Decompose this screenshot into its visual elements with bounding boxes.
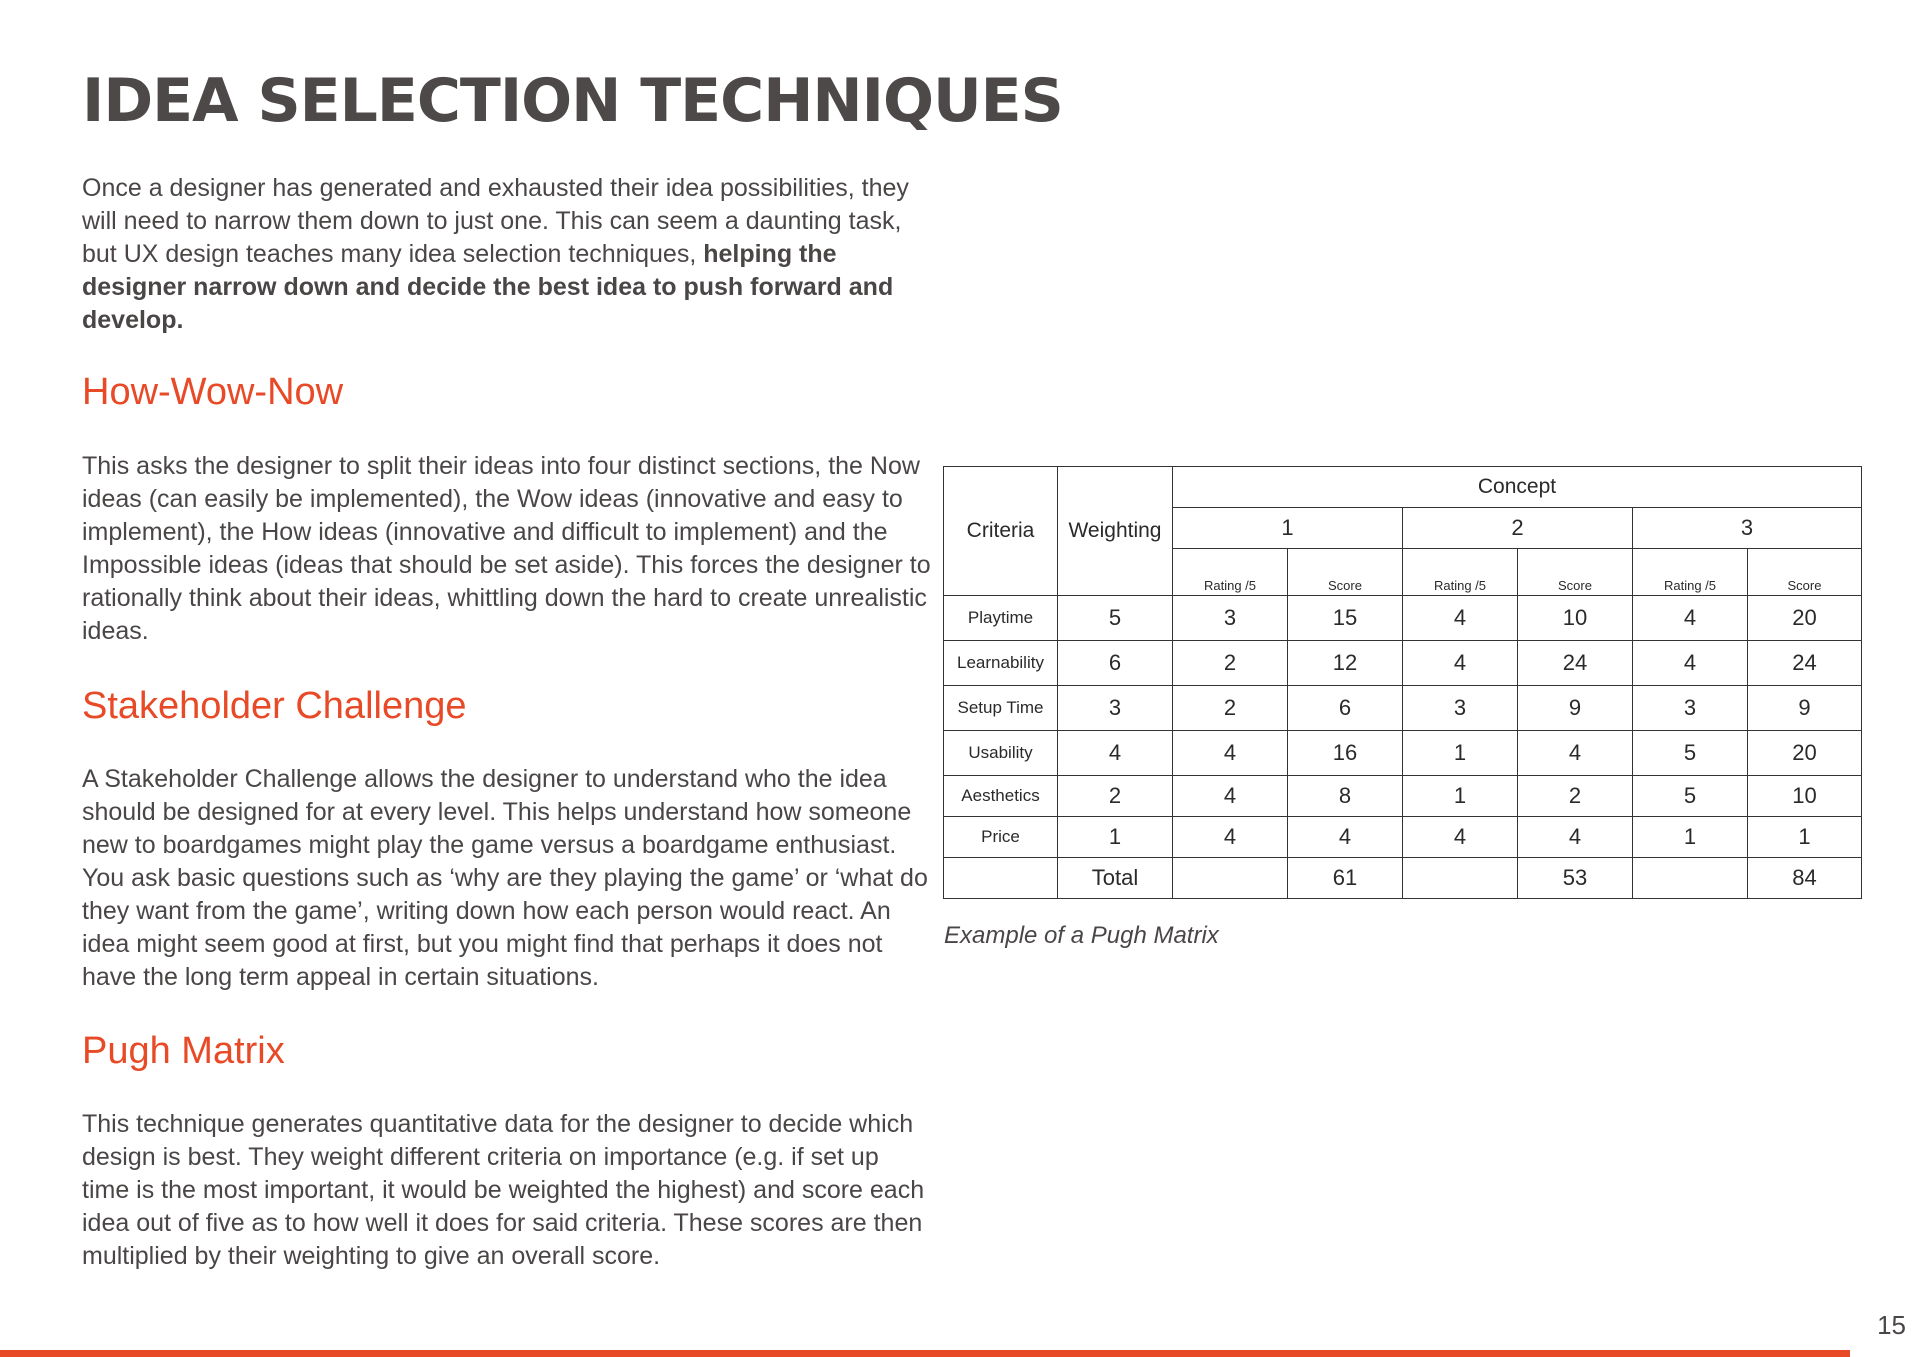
rating-cell: 4 [1173, 817, 1288, 858]
table-row [944, 776, 1862, 817]
table-row [944, 817, 1862, 858]
rating-cell: 1 [1403, 776, 1518, 817]
rating-cell: 2 [1173, 641, 1288, 686]
rating-cell: 4 [1403, 596, 1518, 641]
criteria-cell: Aesthetics [944, 776, 1058, 817]
table-caption: Example of a Pugh Matrix [944, 922, 1219, 949]
weighting-cell: 6 [1058, 641, 1173, 686]
rating-cell: 5 [1633, 731, 1748, 776]
score-cell: 10 [1748, 776, 1862, 817]
weighting-header: Weighting [1058, 467, 1173, 596]
score-cell: 8 [1288, 776, 1403, 817]
total-score-cell: 84 [1748, 858, 1862, 899]
table-row [944, 731, 1862, 776]
section-heading-stakeholder-challenge: Stakeholder Challenge [82, 685, 467, 727]
rating-cell: 4 [1633, 641, 1748, 686]
criteria-cell: Playtime [944, 596, 1058, 641]
total-label: Total [1058, 858, 1173, 899]
rating-cell: 4 [1403, 817, 1518, 858]
section-body-how-wow-now: This asks the designer to split their ideas into four distinct sections, the Now ideas (can easily be implemented), the Wow ideas (innovative and easy to implement), the How ideas (innovative and difficult to implement) and the Impossible ideas (ideas that should be set aside). This forces the designer to rationally think about their ideas, whittling down the hard to create unrealistic ideas. [82, 452, 931, 645]
rating-cell: 2 [1173, 686, 1288, 731]
weighting-cell: 5 [1058, 596, 1173, 641]
rating-cell: 4 [1403, 641, 1518, 686]
page-number: 15 [1877, 1310, 1906, 1340]
score-cell: 9 [1518, 686, 1633, 731]
score-cell: 16 [1288, 731, 1403, 776]
pugh-matrix-table [943, 466, 1862, 899]
intro-text: Once a designer has generated and exhausted their idea possibilities, they will need to narrow them down to just one. This can seem a daunting task, but UX design teaches many idea selection techniques, [82, 174, 909, 268]
rating-header: Rating /5 [1403, 549, 1518, 596]
intro-paragraph [82, 172, 932, 337]
section-heading-how-wow-now: How-Wow-Now [82, 371, 344, 413]
score-cell: 1 [1748, 817, 1862, 858]
score-header: Score [1288, 549, 1403, 596]
score-cell: 24 [1748, 641, 1862, 686]
concept-number: 1 [1173, 508, 1403, 549]
page-title: IDEA SELECTION TECHNIQUES [82, 66, 1063, 136]
score-header: Score [1518, 549, 1633, 596]
score-cell: 4 [1518, 731, 1633, 776]
rating-cell: 3 [1403, 686, 1518, 731]
concept-number: 3 [1633, 508, 1862, 549]
criteria-cell: Setup Time [944, 686, 1058, 731]
rating-cell: 4 [1173, 731, 1288, 776]
score-cell: 2 [1518, 776, 1633, 817]
empty-cell [1403, 858, 1518, 899]
weighting-cell: 2 [1058, 776, 1173, 817]
score-cell: 15 [1288, 596, 1403, 641]
score-cell: 10 [1518, 596, 1633, 641]
empty-cell [944, 858, 1058, 899]
table-row [944, 686, 1862, 731]
total-score-cell: 53 [1518, 858, 1633, 899]
score-cell: 24 [1518, 641, 1633, 686]
table-row [944, 641, 1862, 686]
empty-cell [1633, 858, 1748, 899]
table-row [944, 596, 1862, 641]
section-body-stakeholder-challenge: A Stakeholder Challenge allows the designer to understand who the idea should be designed for at every level. This helps understand how someone new to boardgames might play the game versus a boardgame enthusiast. You ask basic questions such as ‘why are they playing the game’ or ‘what do they want from the game’, writing down how each person would react. An idea might seem good at first, but you might find that perhaps it does not have the long term appeal in certain situations. [82, 765, 928, 991]
rating-cell: 4 [1173, 776, 1288, 817]
criteria-header: Criteria [944, 467, 1058, 596]
criteria-cell: Price [944, 817, 1058, 858]
score-cell: 9 [1748, 686, 1862, 731]
score-cell: 20 [1748, 596, 1862, 641]
total-row [944, 858, 1862, 899]
rating-cell: 4 [1633, 596, 1748, 641]
weighting-cell: 4 [1058, 731, 1173, 776]
section-body-pugh-matrix: This technique generates quantitative data for the designer to decide which design is best. They weight different criteria on importance (e.g. if set up time is the most important, it would be weighted the highest) and score each idea out of five as to how well it does for said criteria. These scores are then multiplied by their weighting to give an overall score. [82, 1110, 925, 1270]
concept-number: 2 [1403, 508, 1633, 549]
weighting-cell: 3 [1058, 686, 1173, 731]
rating-cell: 5 [1633, 776, 1748, 817]
rating-cell: 1 [1403, 731, 1518, 776]
concept-header: Concept [1173, 467, 1862, 508]
rating-header: Rating /5 [1173, 549, 1288, 596]
total-score-cell: 61 [1288, 858, 1403, 899]
intro-bold-text: helping the designer narrow down and decide the best idea to push forward and develop. [82, 240, 894, 334]
score-cell: 12 [1288, 641, 1403, 686]
footer-accent-bar [0, 1350, 1850, 1357]
rating-header: Rating /5 [1633, 549, 1748, 596]
empty-cell [1173, 858, 1288, 899]
criteria-cell: Learnability [944, 641, 1058, 686]
score-cell: 20 [1748, 731, 1862, 776]
criteria-cell: Usability [944, 731, 1058, 776]
score-cell: 6 [1288, 686, 1403, 731]
score-cell: 4 [1518, 817, 1633, 858]
rating-cell: 3 [1633, 686, 1748, 731]
score-header: Score [1748, 549, 1862, 596]
rating-cell: 1 [1633, 817, 1748, 858]
section-heading-pugh-matrix: Pugh Matrix [82, 1030, 285, 1072]
rating-cell: 3 [1173, 596, 1288, 641]
score-cell: 4 [1288, 817, 1403, 858]
weighting-cell: 1 [1058, 817, 1173, 858]
